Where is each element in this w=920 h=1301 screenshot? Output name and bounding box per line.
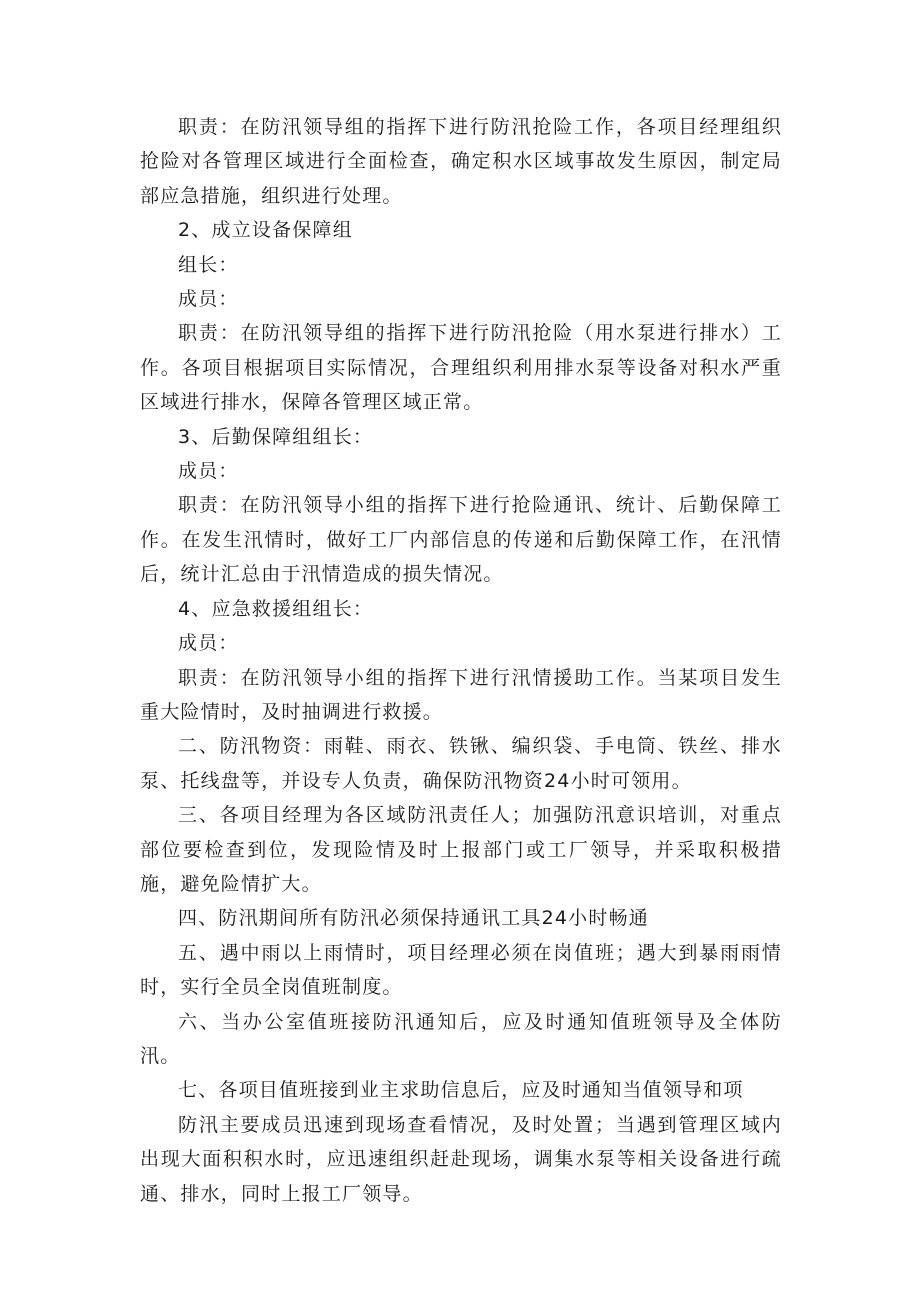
paragraph-duty-equipment: 职责：在防汛领导组的指挥下进行防汛抢险（用水泵进行排水）工作。各项目根据项目实际情况，合理组织利用排水泵等设备对积水严重区域进行排水，保障各管理区域正常。 [140,322,782,414]
heading-emergency-group: 4、应急救援组组长： [178,597,374,620]
paragraph-members: 成员： [178,460,239,483]
paragraph-group-leader: 组长： [178,253,239,276]
paragraph-duty-rescue: 职责：在防汛领导组的指挥下进行防汛抢险工作，各项目经理组织抢险对各管理区域进行全面检查，确定积水区域事故发生原因，制定局部应急措施，组织进行处理。 [140,116,782,207]
paragraph-section-responsibility: 三、各项目经理为各区域防汛责任人；加强防汛意识培训，对重点部位要检查到位，发现险情及时上报部门或工厂领导，并采取积极措施，避免险情扩大。 [140,804,782,895]
paragraph-onsite-response: 防汛主要成员迅速到现场查看情况，及时处置；当遇到管理区域内出现大面积积水时，应迅速组织赶赴现场，调集水泵等相关设备进行疏通、排水，同时上报工厂领导。 [140,1113,782,1205]
paragraph-members: 成员： [178,632,239,655]
heading-equipment-group: 2、成立设备保障组 [178,219,353,242]
paragraph-section-project-notice: 七、各项目值班接到业主求助信息后，应及时通知当值领导和项 [178,1079,744,1102]
paragraph-duty-emergency: 职责：在防汛领导小组的指挥下进行汛情援助工作。当某项目发生重大险情时，及时抽调进行救援。 [140,666,782,723]
paragraph-section-communication: 四、防汛期间所有防汛必须保持通讯工具24小时畅通 [178,907,649,930]
heading-logistics-group: 3、后勤保障组组长： [178,425,374,448]
paragraph-members: 成员： [178,288,239,311]
paragraph-section-duty-shift: 五、遇中雨以上雨情时，项目经理必须在岗值班；遇大到暴雨雨情时，实行全员全岗值班制度。 [140,941,782,999]
paragraph-duty-logistics: 职责：在防汛领导小组的指挥下进行抢险通讯、统计、后勤保障工作。在发生汛情时，做好工厂内部信息的传递和后勤保障工作，在汛情后，统计汇总由于汛情造成的损失情况。 [140,494,782,586]
paragraph-section-office-notice: 六、当办公室值班接防汛通知后，应及时通知值班领导及全体防汛。 [140,1010,782,1067]
paragraph-section-materials: 二、防汛物资：雨鞋、雨衣、铁锹、编织袋、手电筒、铁丝、排水泵、托线盘等，并设专人负责，确保防汛物资24小时可领用。 [140,735,782,792]
